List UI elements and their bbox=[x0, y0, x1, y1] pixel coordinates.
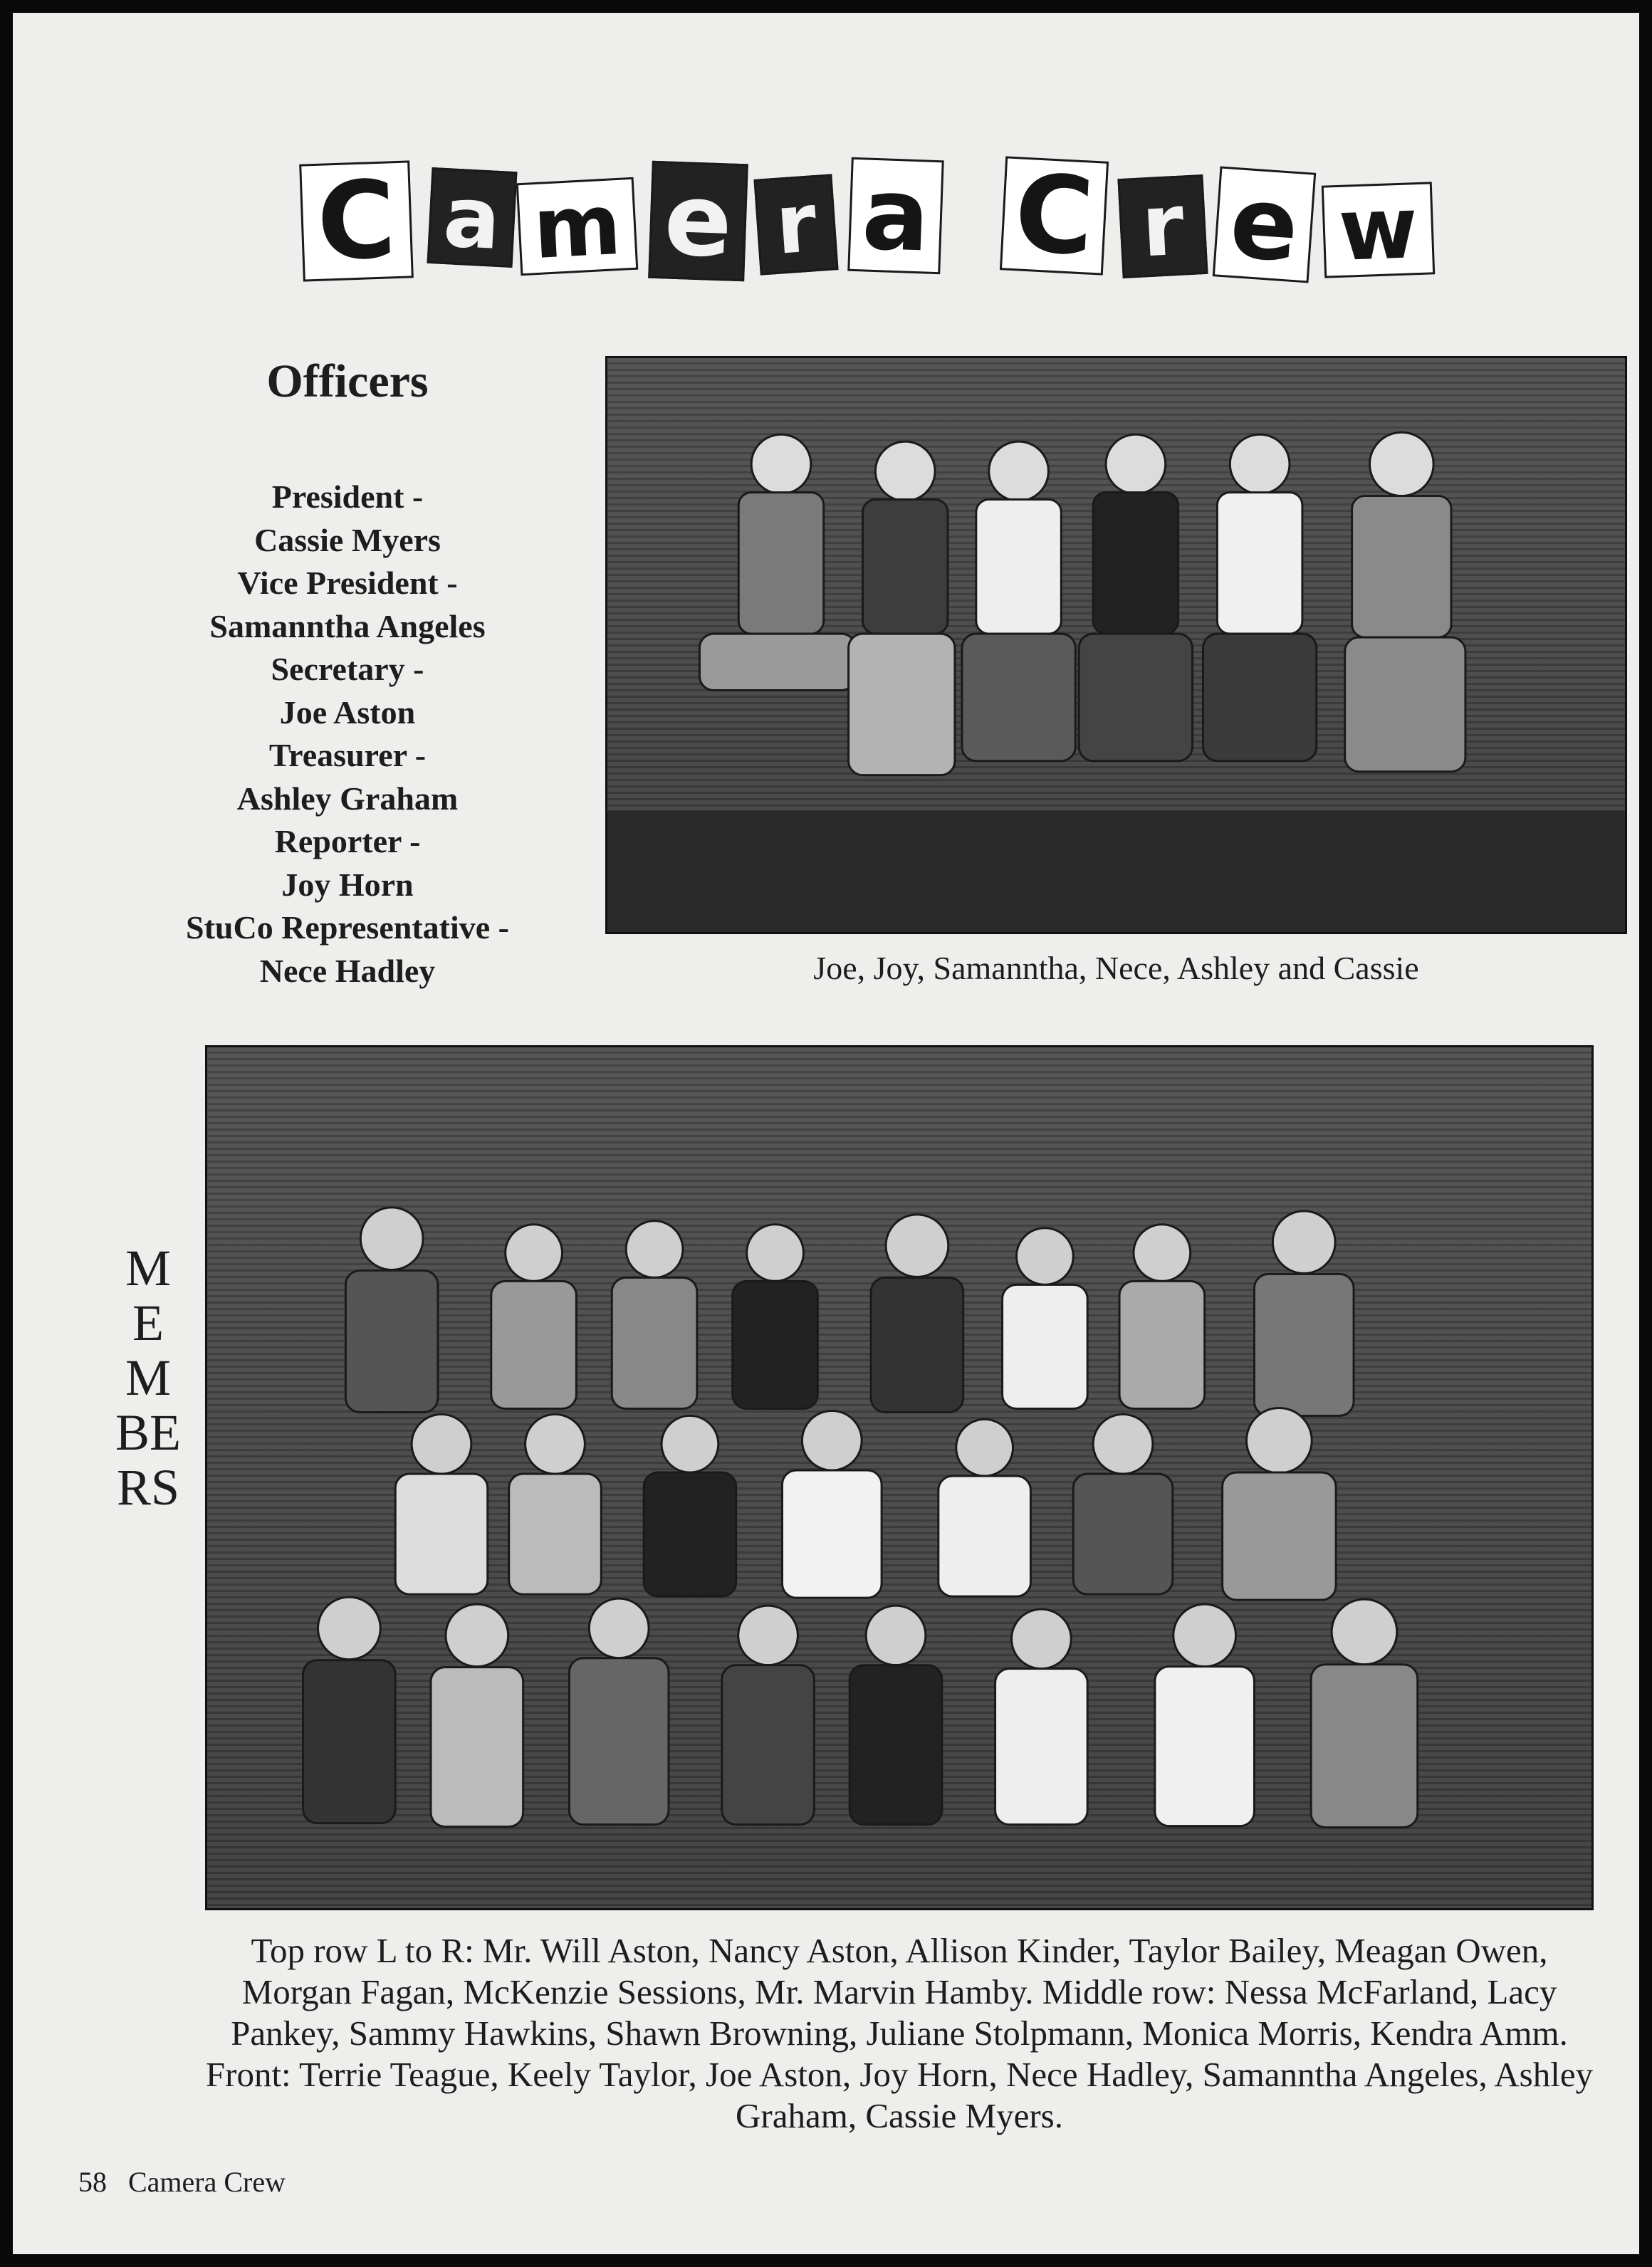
title-letter: r bbox=[1117, 174, 1208, 278]
officer-name: Cassie Myers bbox=[254, 521, 441, 558]
officer-title: Secretary - bbox=[271, 651, 424, 687]
officers-photo-caption: Joe, Joy, Samanntha, Nece, Ashley and Cassie bbox=[813, 950, 1419, 986]
officer-name: Joy Horn bbox=[281, 866, 414, 903]
page-number: 58 bbox=[78, 2166, 107, 2198]
officer-title: Treasurer - bbox=[268, 737, 427, 773]
title-letter: w bbox=[1322, 182, 1435, 278]
officer-name: Samanntha Angeles bbox=[209, 607, 486, 644]
title-letter: a bbox=[427, 167, 518, 268]
officer-title: StuCo Representative - bbox=[186, 909, 509, 946]
members-label: MEMBERS bbox=[115, 1240, 181, 1516]
officer-title: Vice President - bbox=[237, 565, 458, 601]
title-letter: C bbox=[299, 160, 414, 281]
officer-name: Ashley Graham bbox=[236, 780, 459, 817]
officer-title: President - bbox=[271, 478, 424, 515]
officer-title: Reporter - bbox=[274, 823, 421, 859]
members-photo-caption: Top row L to R: Mr. Will Aston, Nancy Aston, Allison Kinder, Taylor Bailey, Meagan Owen, Morgan Fagan, McKenzie Sessions, Mr. Marvin Hamby. Middle row: Nessa McFarland, Lacy Pankey, Sammy Hawkins, Shawn Browning, Juliane Stolpmann, Monica Morris, Kendra Amm. Front: Terrie Teague, Keely Taylor, Joe Aston, Joy Horn, Nece Hadley, Samanntha Angeles, Ashley Graham, Cassie Myers. bbox=[205, 1931, 1594, 2135]
page-title bbox=[301, 148, 1441, 305]
members-group-photo bbox=[205, 1045, 1594, 1910]
officer-name: Nece Hadley bbox=[259, 952, 436, 989]
title-letter: e bbox=[648, 161, 748, 282]
title-letter: a bbox=[847, 157, 944, 274]
title-letter: m bbox=[516, 177, 639, 276]
members-photo-illustration bbox=[207, 1047, 1591, 1908]
officers-heading: Officers bbox=[266, 355, 429, 407]
officers-list bbox=[127, 476, 568, 993]
officers-photo-illustration bbox=[607, 358, 1625, 932]
footer-section-name: Camera Crew bbox=[128, 2166, 286, 2198]
title-letter: C bbox=[1000, 156, 1109, 275]
officer-name: Joe Aston bbox=[279, 693, 416, 731]
title-letter: r bbox=[753, 174, 838, 275]
officers-group-photo bbox=[605, 356, 1627, 934]
page-footer bbox=[78, 2164, 286, 2200]
title-letter: e bbox=[1213, 166, 1316, 283]
